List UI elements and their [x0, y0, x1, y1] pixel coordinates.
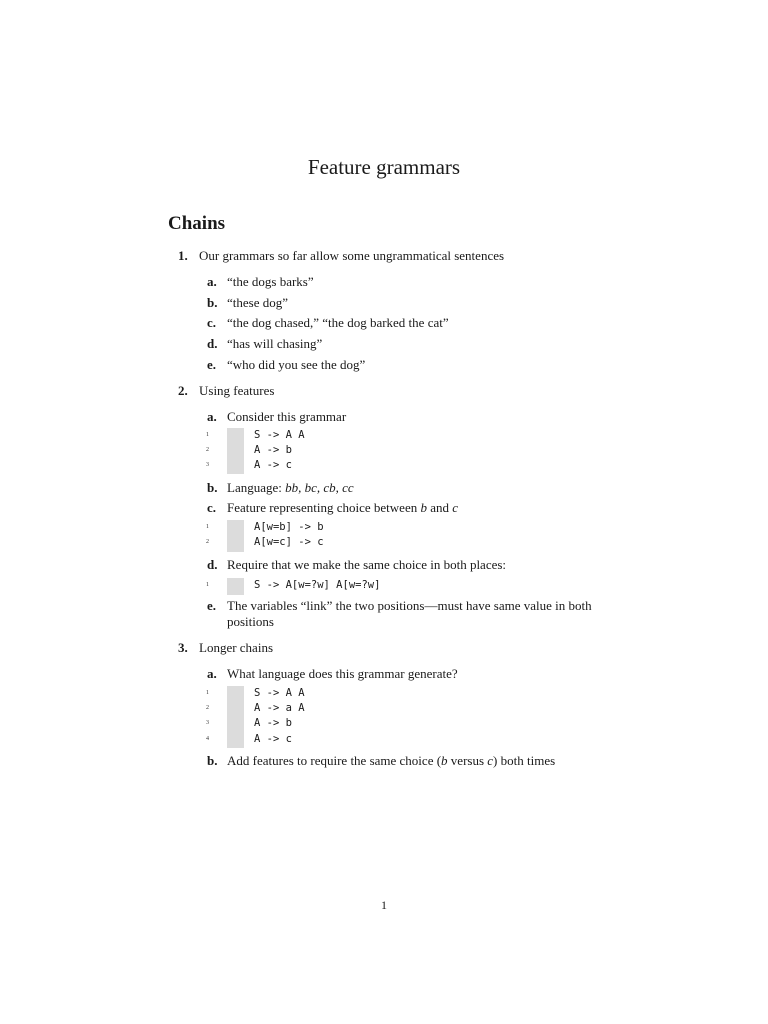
section-heading: Chains	[168, 213, 226, 234]
sub-item	[207, 753, 555, 769]
sub-text-italic: c	[487, 753, 494, 768]
sub-text: The variables “link” the two positions—must have same value in both positions	[227, 598, 592, 629]
code-line: S -> A[w=?w] A[w=?w]	[254, 579, 381, 591]
sub-item	[207, 666, 458, 682]
sub-label: b.	[207, 753, 218, 768]
list-item-2	[178, 383, 274, 399]
sub-text: versus	[447, 753, 488, 768]
sub-label: c.	[207, 315, 217, 330]
page-title: Feature grammars	[307, 155, 461, 179]
sub-label: e.	[207, 598, 217, 613]
sub-text: “has will chasing”	[227, 336, 323, 351]
item-text: Using features	[199, 383, 275, 398]
sub-item	[207, 357, 365, 373]
line-number: 1	[206, 524, 209, 530]
code-line: A -> b	[254, 717, 292, 730]
sub-text: “the dog chased,” “the dog barked the cat”	[227, 315, 449, 330]
sub-text: “these dog”	[227, 295, 289, 310]
sub-text-italic: b	[441, 753, 448, 768]
page-number: 1	[381, 898, 387, 912]
sub-label: a.	[207, 274, 217, 289]
line-number: 1	[206, 432, 209, 438]
sub-label: a.	[207, 409, 217, 424]
code-line: A -> a A	[254, 702, 305, 715]
sub-label: b.	[207, 480, 218, 495]
sub-label: c.	[207, 500, 217, 515]
code-gutter-bar	[227, 520, 244, 552]
code-line: S -> A A	[254, 687, 305, 699]
sub-label: d.	[207, 557, 218, 572]
item-text: Our grammars so far allow some ungrammatical sentences	[199, 248, 505, 263]
sub-item	[207, 480, 354, 496]
sub-label: a.	[207, 666, 217, 681]
code-line: A -> c	[254, 459, 292, 472]
sub-text: Language:	[227, 480, 286, 495]
sub-item	[207, 598, 607, 630]
sub-text: Feature representing choice between	[227, 500, 421, 515]
code-line: S -> A A	[254, 429, 305, 441]
sub-text: and	[426, 500, 453, 515]
sub-item	[207, 315, 449, 331]
sub-item	[207, 409, 346, 425]
sub-label: b.	[207, 295, 218, 310]
code-line: A[w=c] -> c	[254, 536, 324, 549]
sub-text: Consider this grammar	[227, 409, 347, 424]
sub-text: “who did you see the dog”	[227, 357, 366, 372]
sub-item	[207, 500, 458, 516]
item-number: 2.	[178, 383, 188, 398]
sub-label: e.	[207, 357, 217, 372]
line-number: 2	[206, 705, 209, 712]
sub-text: Require that we make the same choice in both places:	[227, 557, 507, 572]
line-number: 1	[206, 690, 209, 696]
sub-text: Add features to require the same choice (	[227, 753, 442, 768]
list-item-3	[178, 640, 273, 656]
sub-text: ) both times	[493, 753, 556, 768]
code-gutter-bar	[227, 578, 244, 595]
line-number: 4	[206, 735, 209, 742]
list-item-1	[178, 248, 504, 264]
item-number: 1.	[178, 248, 188, 263]
code-line: A -> b	[254, 444, 292, 457]
code-gutter-bar	[227, 428, 244, 474]
code-line: A[w=b] -> b	[254, 521, 324, 533]
code-line: A -> c	[254, 732, 292, 745]
item-text: Longer chains	[199, 640, 274, 655]
sub-text-italic: bb, bc, cb, cc	[285, 480, 354, 495]
line-number: 3	[206, 720, 209, 727]
line-number: 2	[206, 539, 209, 546]
sub-text: What language does this grammar generate?	[227, 666, 458, 681]
sub-text-italic: c	[452, 500, 459, 515]
sub-label: d.	[207, 336, 218, 351]
line-number: 2	[206, 447, 209, 454]
code-gutter-bar	[227, 686, 244, 748]
sub-item	[207, 274, 314, 290]
sub-item	[207, 336, 322, 352]
sub-item	[207, 295, 288, 311]
sub-text: “the dogs barks”	[227, 274, 314, 289]
item-number: 3.	[178, 640, 188, 655]
sub-text-italic: b	[420, 500, 427, 515]
line-number: 3	[206, 462, 209, 469]
line-number: 1	[206, 582, 209, 588]
sub-item	[207, 557, 506, 573]
